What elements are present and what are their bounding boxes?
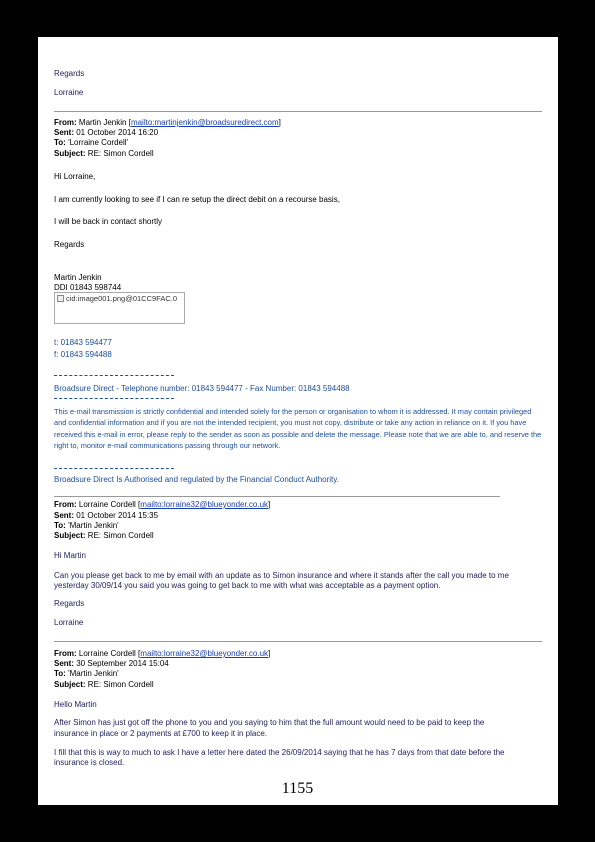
signature-phone: t: 01843 594477 (54, 338, 112, 347)
email-from-line: From: Lorraine Cordell [mailto:lorraine32@blueyonder.co.uk] (54, 500, 271, 509)
signature-ddi: DDI 01843 598744 (54, 283, 122, 292)
signature-name: Martin Jenkin (54, 273, 102, 282)
signature-fax: f: 01843 594488 (54, 350, 112, 359)
email-to-line: To: 'Martin Jenkin' (54, 521, 119, 530)
email-to-line: To: 'Lorraine Cordell' (54, 138, 129, 147)
email-sent-line: Sent: 01 October 2014 16:20 (54, 128, 159, 137)
email-body-line: After Simon has just got off the phone to you and you saying to him that the full amount would need to be paid to keep the (54, 718, 485, 727)
company-contact-line: Broadsure Direct - Telephone number: 01843 594477 - Fax Number: 01843 594488 (54, 384, 350, 393)
divider (54, 496, 500, 497)
sender-email-link[interactable]: mailto:lorraine32@blueyonder.co.uk (140, 500, 269, 509)
page-number: 1155 (281, 780, 314, 797)
email-greeting: Hi Lorraine, (54, 172, 96, 181)
email-to-line: To: 'Martin Jenkin' (54, 669, 119, 678)
email-sent-line: Sent: 30 September 2014 15:04 (54, 659, 169, 668)
regards-text: Regards (54, 69, 85, 78)
email-body-line: insurance in place or 2 payments at £700 to keep it in place. (54, 729, 268, 738)
regards-text: Regards (54, 599, 85, 608)
email-body-line: I will be back in contact shortly (54, 217, 163, 226)
regards-text: Regards (54, 240, 85, 249)
divider (54, 641, 542, 642)
fca-statement: Broadsure Direct Is Authorised and regulated by the Financial Conduct Authority. (54, 475, 339, 484)
divider (54, 111, 542, 112)
email-subject-line: Subject: RE: Simon Cordell (54, 531, 154, 540)
broken-image-icon (57, 295, 64, 302)
email-from-line: From: Lorraine Cordell [mailto:lorraine32@blueyonder.co.uk] (54, 649, 271, 658)
signature-name: Lorraine (54, 88, 84, 97)
dashed-divider (54, 398, 174, 399)
dashed-divider (54, 375, 174, 376)
broken-image (54, 292, 185, 324)
email-body-line: Can you please get back to me by email with an update as to Simon insurance and where it stands after the call you made to me (54, 571, 509, 580)
email-sent-line: Sent: 01 October 2014 15:35 (54, 511, 159, 520)
email-body-line: I am currently looking to see if I can re setup the direct debit on a recourse basis, (54, 195, 340, 204)
signature-name: Lorraine (54, 618, 84, 627)
sender-email-link[interactable]: mailto:lorraine32@blueyonder.co.uk (140, 649, 269, 658)
email-greeting: Hi Martin (54, 551, 87, 560)
document-page (38, 37, 558, 805)
image-alt-text: cid:image001.png@01CC9FAC.0 (66, 294, 178, 303)
email-body-line: yesterday 30/09/14 you said you was going to get back to me with what was acceptable as a payment option. (54, 581, 441, 590)
email-greeting: Hello Martin (54, 700, 97, 709)
disclaimer-text: This e-mail transmission is strictly confidential and intended solely for the person or organisation to whom it is addressed. It may contain privileged and confidential information and if you are not the intended recipient, you must not copy, distribute or take any action in reliance on it. If you have received this e-mail in error, please reply to the sender as soon as possible and delete the message. Please note that we are able to, and reserve the right to, monitor e-mail communications passing through our network. (54, 407, 542, 451)
email-body-line: insurance is closed. (54, 758, 125, 767)
email-subject-line: Subject: RE: Simon Cordell (54, 680, 154, 689)
email-body-line: I fill that this is way to much to ask I have a letter here dated the 26/09/2014 saying that he has 7 days from that date before the (54, 748, 505, 757)
email-subject-line: Subject: RE: Simon Cordell (54, 149, 154, 158)
dashed-divider (54, 468, 174, 469)
email-from-line: From: Martin Jenkin [mailto:martinjenkin@broadsuredirect.com] (54, 118, 281, 127)
sender-email-link[interactable]: mailto:martinjenkin@broadsuredirect.com (130, 118, 279, 127)
